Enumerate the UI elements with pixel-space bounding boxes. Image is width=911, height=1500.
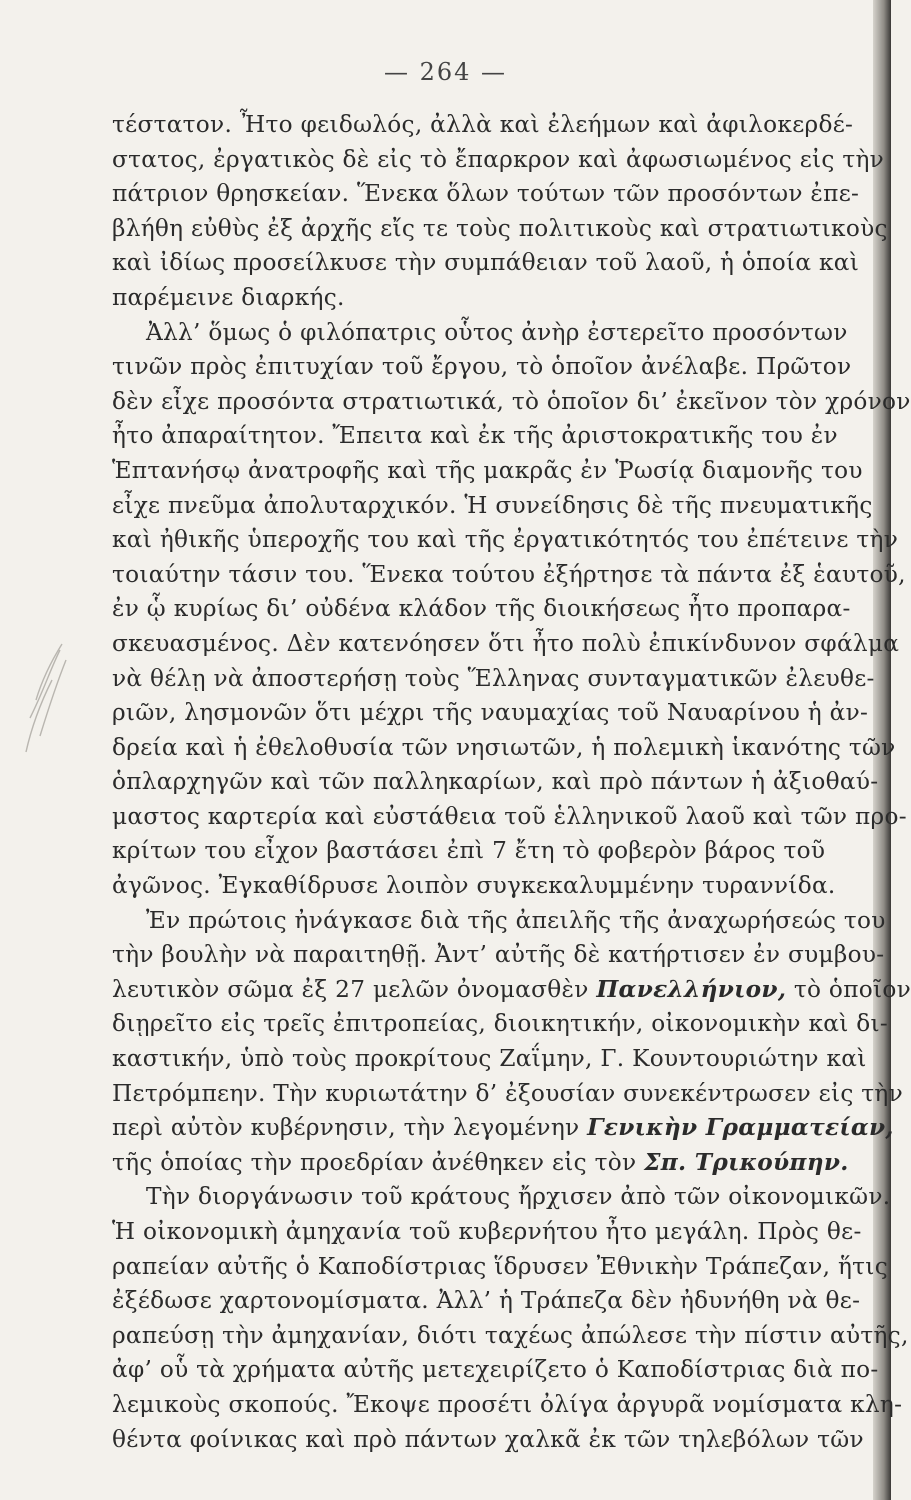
- line-text: Ἑπτανήσῳ ἀνατροφῆς καὶ τῆς μακρᾶς ἐν Ῥωσίᾳ διαμονῆς του: [112, 456, 863, 484]
- text-line: [112, 1215, 862, 1250]
- text-line: [112, 1250, 888, 1285]
- text-line: [112, 973, 911, 1008]
- emphasized-term: Πανελλήνιον,: [596, 975, 787, 1003]
- text-line: [112, 731, 896, 766]
- text-line: [112, 350, 852, 385]
- text-line: [112, 316, 847, 351]
- line-text: περὶ αὐτὸν κυβέρνησιν, τὴν λεγομένην: [112, 1114, 588, 1142]
- pencil-scribble-mark: [22, 640, 82, 760]
- emphasized-term: Σπ. Τρικούπην.: [644, 1148, 849, 1176]
- line-text: ἐν ᾧ κυρίως δι’ οὐδένα κλάδον τῆς διοικήσεως ἦτο προπαρα-: [112, 595, 851, 623]
- text-line: [112, 419, 847, 454]
- text-line: [112, 489, 873, 524]
- text-line: [112, 281, 847, 316]
- line-text: καστικήν, ὑπὸ τοὺς προκρίτους Ζαΐμην, Γ. Κουντουριώτην καὶ: [112, 1045, 867, 1073]
- line-text: παρέμεινε διαρκής.: [112, 283, 345, 311]
- text-line: [112, 1007, 889, 1042]
- emphasized-term: Γενικὴν Γραμματείαν,: [587, 1114, 894, 1142]
- page-number: — 264 —: [383, 58, 508, 86]
- line-text: ἦτο ἀπαραίτητον. Ἔπειτα καὶ ἐκ τῆς ἀριστοκρατικῆς του ἐν: [112, 422, 838, 450]
- text-line: [112, 246, 860, 281]
- line-text: Ἐν πρώτοις ἠνάγκασε διὰ τῆς ἀπειλῆς τῆς ἀναχωρήσεώς του: [146, 906, 886, 934]
- line-text: Πετρόμπεην. Τὴν κυριωτάτην δ’ ἐξουσίαν συνεκέντρωσεν εἰς τὴν: [112, 1079, 904, 1107]
- text-line: [112, 143, 885, 178]
- text-line: [112, 696, 869, 731]
- text-line: [112, 1077, 904, 1112]
- text-line: [112, 904, 886, 939]
- text-line: [112, 834, 847, 869]
- line-text: ραπεύσῃ τὴν ἀμηχανίαν, διότι ταχέως ἀπώλεσε τὴν πίστιν αὐτῆς,: [112, 1321, 909, 1349]
- line-text: ἐξέδωσε χαρτονομίσματα. Ἀλλ’ ἡ Τράπεζα δὲν ἠδυνήθη νὰ θε-: [112, 1287, 861, 1315]
- text-line: [112, 1353, 879, 1388]
- line-text: Τὴν διοργάνωσιν τοῦ κράτους ἤρχισεν ἀπὸ τῶν οἰκονομικῶν.: [146, 1183, 891, 1211]
- line-text: καὶ ἰδίως προσείλκυσε τὴν συμπάθειαν τοῦ λαοῦ, ἡ ὁποία καὶ: [112, 249, 860, 277]
- line-text: ἀφ’ οὗ τὰ χρήματα αὐτῆς μετεχειρίζετο ὁ Καποδίστριας διὰ πο-: [112, 1356, 879, 1384]
- line-text: στατος, ἐργατικὸς δὲ εἰς τὸ ἔπαρκρον καὶ ἀφωσιωμένος εἰς τὴν: [112, 145, 885, 173]
- line-text: πάτριον θρησκείαν. Ἕνεκα ὅλων τούτων τῶν προσόντων ἐπε-: [112, 180, 860, 208]
- line-text: τὸ ὁποῖον: [786, 975, 911, 1003]
- line-text: νὰ θέλῃ νὰ ἀποστερήσῃ τοὺς Ἕλληνας συνταγματικῶν ἐλευθε-: [112, 664, 875, 692]
- line-text: διῃρεῖτο εἰς τρεῖς ἐπιτροπείας, διοικητικήν, οἰκονομικὴν καὶ δι-: [112, 1010, 889, 1038]
- text-line: [112, 1180, 891, 1215]
- text-line: [112, 627, 900, 662]
- line-text: τὴν βουλὴν νὰ παραιτηθῇ. Ἀντ’ αὐτῆς δὲ κατήρτισεν ἐν συμβου-: [112, 941, 885, 969]
- line-text: εἶχε πνεῦμα ἀπολυταρχικόν. Ἡ συνείδησις δὲ τῆς πνευματικῆς: [112, 491, 873, 519]
- body-text: [112, 108, 911, 1457]
- text-line: [112, 1111, 894, 1146]
- line-text: λεμικοὺς σκοπούς. Ἔκοψε προσέτι ὀλίγα ἀργυρᾶ νομίσματα κλη-: [112, 1390, 903, 1418]
- text-line: [112, 523, 899, 558]
- line-text: τέστατον. Ἦτο φειδωλός, ἀλλὰ καὶ ἐλεήμων καὶ ἀφιλοκερδέ-: [112, 111, 854, 138]
- line-text: θέντα φοίνικας καὶ πρὸ πάντων χαλκᾶ ἐκ τῶν τηλεβόλων τῶν: [112, 1425, 864, 1453]
- text-line: [112, 662, 875, 697]
- line-text: δὲν εἶχε προσόντα στρατιωτικά, τὸ ὁποῖον δι’ ἐκεῖνον τὸν χρόνον: [112, 387, 911, 415]
- text-line: [112, 454, 863, 489]
- line-text: δρεία καὶ ἡ ἐθελοθυσία τῶν νησιωτῶν, ἡ πολεμικὴ ἱκανότης τῶν: [112, 733, 896, 761]
- line-text: ραπείαν αὐτῆς ὁ Καποδίστριας ἵδρυσεν Ἐθνικὴν Τράπεζαν, ἥτις: [112, 1252, 888, 1280]
- line-text: μαστος καρτερία καὶ εὐστάθεια τοῦ ἑλληνικοῦ λαοῦ καὶ τῶν προ-: [112, 802, 907, 830]
- text-line: [112, 212, 888, 247]
- line-text: τινῶν πρὸς ἐπιτυχίαν τοῦ ἔργου, τὸ ὁποῖον ἀνέλαβε. Πρῶτον: [112, 353, 852, 381]
- text-line: [112, 869, 847, 904]
- text-line: [112, 1388, 903, 1423]
- text-line: [112, 177, 860, 212]
- text-line: [112, 385, 911, 420]
- line-text: Ἀλλ’ ὅμως ὁ φιλόπατρις οὗτος ἀνὴρ ἐστερεῖτο προσόντων: [146, 318, 848, 346]
- line-text: ὁπλαρχηγῶν καὶ τῶν παλληκαρίων, καὶ πρὸ πάντων ἡ ἀξιοθαύ-: [112, 768, 879, 796]
- text-line: [112, 1423, 864, 1458]
- text-line: [112, 1146, 847, 1181]
- text-line: [112, 1319, 909, 1354]
- line-text: κρίτων του εἶχον βαστάσει ἐπὶ 7 ἔτη τὸ φοβερὸν βάρος τοῦ: [112, 837, 826, 865]
- line-text: ἀγῶνος. Ἐγκαθίδρυσε λοιπὸν συγκεκαλυμμένην τυραννίδα.: [112, 872, 836, 900]
- text-line: [112, 1042, 867, 1077]
- line-text: βλήθη εὐθὺς ἐξ ἀρχῆς εἴς τε τοὺς πολιτικοὺς καὶ στρατιωτικοὺς: [112, 214, 888, 242]
- text-line: [112, 938, 885, 973]
- text-line: [112, 800, 907, 835]
- line-text: τοιαύτην τάσιν του. Ἕνεκα τούτου ἐξήρτησε τὰ πάντα ἐξ ἑαυτοῦ,: [112, 560, 906, 588]
- line-text: λευτικὸν σῶμα ἐξ 27 μελῶν ὀνομασθὲν: [112, 975, 597, 1003]
- line-text: ριῶν, λησμονῶν ὅτι μέχρι τῆς ναυμαχίας τοῦ Ναυαρίνου ἡ ἀν-: [112, 699, 869, 727]
- line-text: τῆς ὁποίας τὴν προεδρίαν ἀνέθηκεν εἰς τὸν: [112, 1148, 645, 1176]
- text-line: [112, 558, 906, 593]
- line-text: καὶ ἠθικῆς ὑπεροχῆς του καὶ τῆς ἐργατικότητός του ἐπέτεινε τὴν: [112, 526, 899, 554]
- line-text: Ἡ οἰκονομικὴ ἀμηχανία τοῦ κυβερνήτου ἦτο μεγάλη. Πρὸς θε-: [112, 1218, 862, 1245]
- text-line: [112, 1284, 861, 1319]
- text-line: [112, 765, 879, 800]
- text-line: [112, 592, 851, 627]
- text-line: [112, 108, 854, 143]
- line-text: σκευασμένος. Δὲν κατενόησεν ὅτι ἦτο πολὺ ἐπικίνδυνον σφάλμα: [112, 629, 900, 657]
